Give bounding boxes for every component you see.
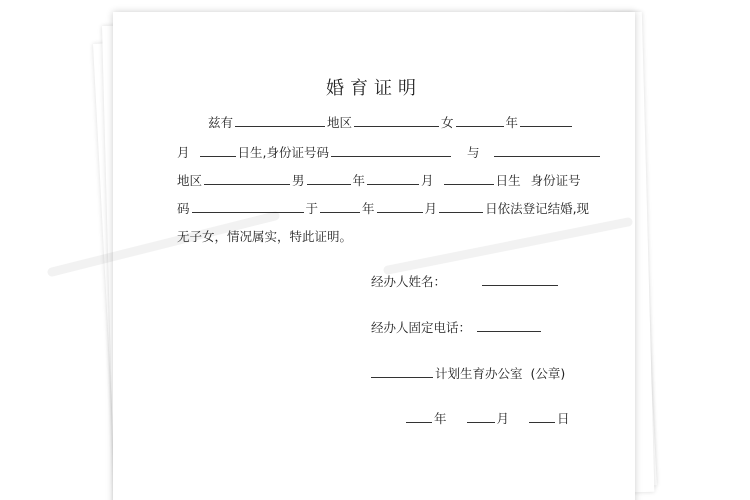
body-line-5: 无子女，情况属实，特此证明。 <box>177 229 353 244</box>
text-yu: 与 <box>467 145 480 160</box>
text-yue: 月 <box>177 145 190 160</box>
text-nian: 年 <box>505 115 519 130</box>
document-title: 婚育证明 <box>326 78 422 99</box>
handler-phone-label: 经办人固定电话： <box>371 320 472 335</box>
text-ri-sheng-id: 日生,身份证号码 <box>237 145 329 160</box>
text-zi-you: 兹有 <box>208 115 234 130</box>
text-ma: 码 <box>177 201 190 216</box>
text-di-qu-2: 地区 <box>177 173 203 188</box>
office-label: 计划生育办公室 <box>435 366 523 381</box>
date-year-label: 年 <box>434 411 447 426</box>
handler-name-label: 经办人姓名： <box>371 274 447 289</box>
text-registered: 日依法登记结婚,现 <box>485 201 590 216</box>
text-di-qu: 地区 <box>327 115 353 130</box>
seal-label: (公章) <box>530 366 566 381</box>
text-yue-3: 月 <box>424 201 438 216</box>
date-day-label: 日 <box>557 411 570 426</box>
text-nv: 女 <box>441 115 454 130</box>
text-ri-sheng: 日生 <box>495 173 521 188</box>
date-month-label: 月 <box>496 411 510 426</box>
text-nian-3: 年 <box>362 201 375 216</box>
text-shen-fen-zheng-hao: 身份证号 <box>530 173 581 188</box>
watermark-streak-left <box>52 216 275 272</box>
text-nan: 男 <box>292 173 305 188</box>
text-yu-2: 于 <box>305 201 319 216</box>
watermark-streak-right <box>388 222 628 270</box>
text-nian-2: 年 <box>352 173 366 188</box>
text-yue-2: 月 <box>421 173 434 188</box>
